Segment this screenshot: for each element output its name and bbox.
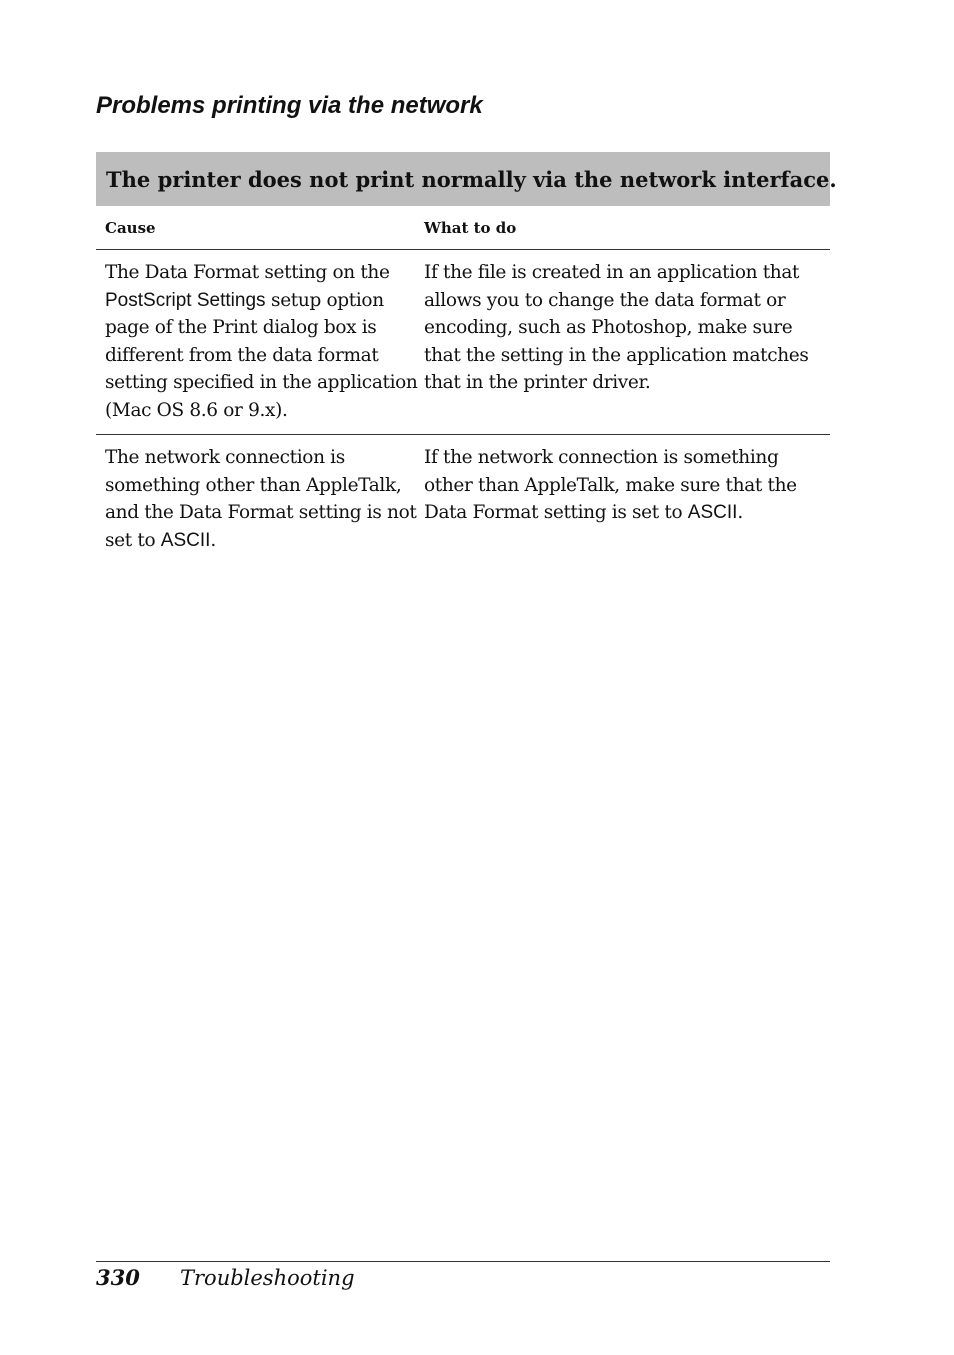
what-to-do-cell: [424, 444, 830, 554]
cause-text: The network connection is something other than AppleTalk, and the Data Format setting is not set to: [105, 447, 417, 551]
ui-term: PostScript Settings: [105, 289, 266, 311]
what-to-do-text: .: [737, 502, 743, 523]
column-header-row: [96, 206, 830, 250]
cause-cell: [96, 259, 424, 424]
ui-term: ASCII: [687, 502, 738, 523]
ui-term: ASCII: [160, 529, 211, 551]
table-row: [96, 435, 830, 564]
table-row: [96, 250, 830, 435]
chapter-title: Troubleshooting: [180, 1266, 355, 1290]
what-to-do-text: If the network connection is something other than AppleTalk, make sure that the Data Format setting is set to: [424, 447, 797, 523]
problem-table: [96, 152, 837, 564]
page-number: 330: [96, 1265, 140, 1290]
what-to-do-column-header: What to do: [424, 218, 517, 237]
cause-text: .: [210, 529, 216, 551]
what-to-do-cell: [424, 259, 830, 424]
problem-title: The printer does not print normally via the network interface.: [96, 152, 830, 206]
page-footer: [96, 1265, 355, 1290]
cause-cell: [96, 444, 424, 554]
cause-column-header: Cause: [105, 218, 156, 237]
section-title: Problems printing via the network: [96, 92, 483, 119]
cause-text: The Data Format setting on the: [105, 262, 390, 283]
footer-divider: [96, 1261, 830, 1262]
what-to-do-text: If the file is created in an application that allows you to change the data format or encoding, such as Photoshop, make sure that the setting in the application matches that in the printer driver.: [424, 262, 809, 393]
cause-text: setup option page of the Print dialog box is different from the data format setting specified in the application (Mac OS 8.6 or 9.x).: [105, 289, 418, 421]
